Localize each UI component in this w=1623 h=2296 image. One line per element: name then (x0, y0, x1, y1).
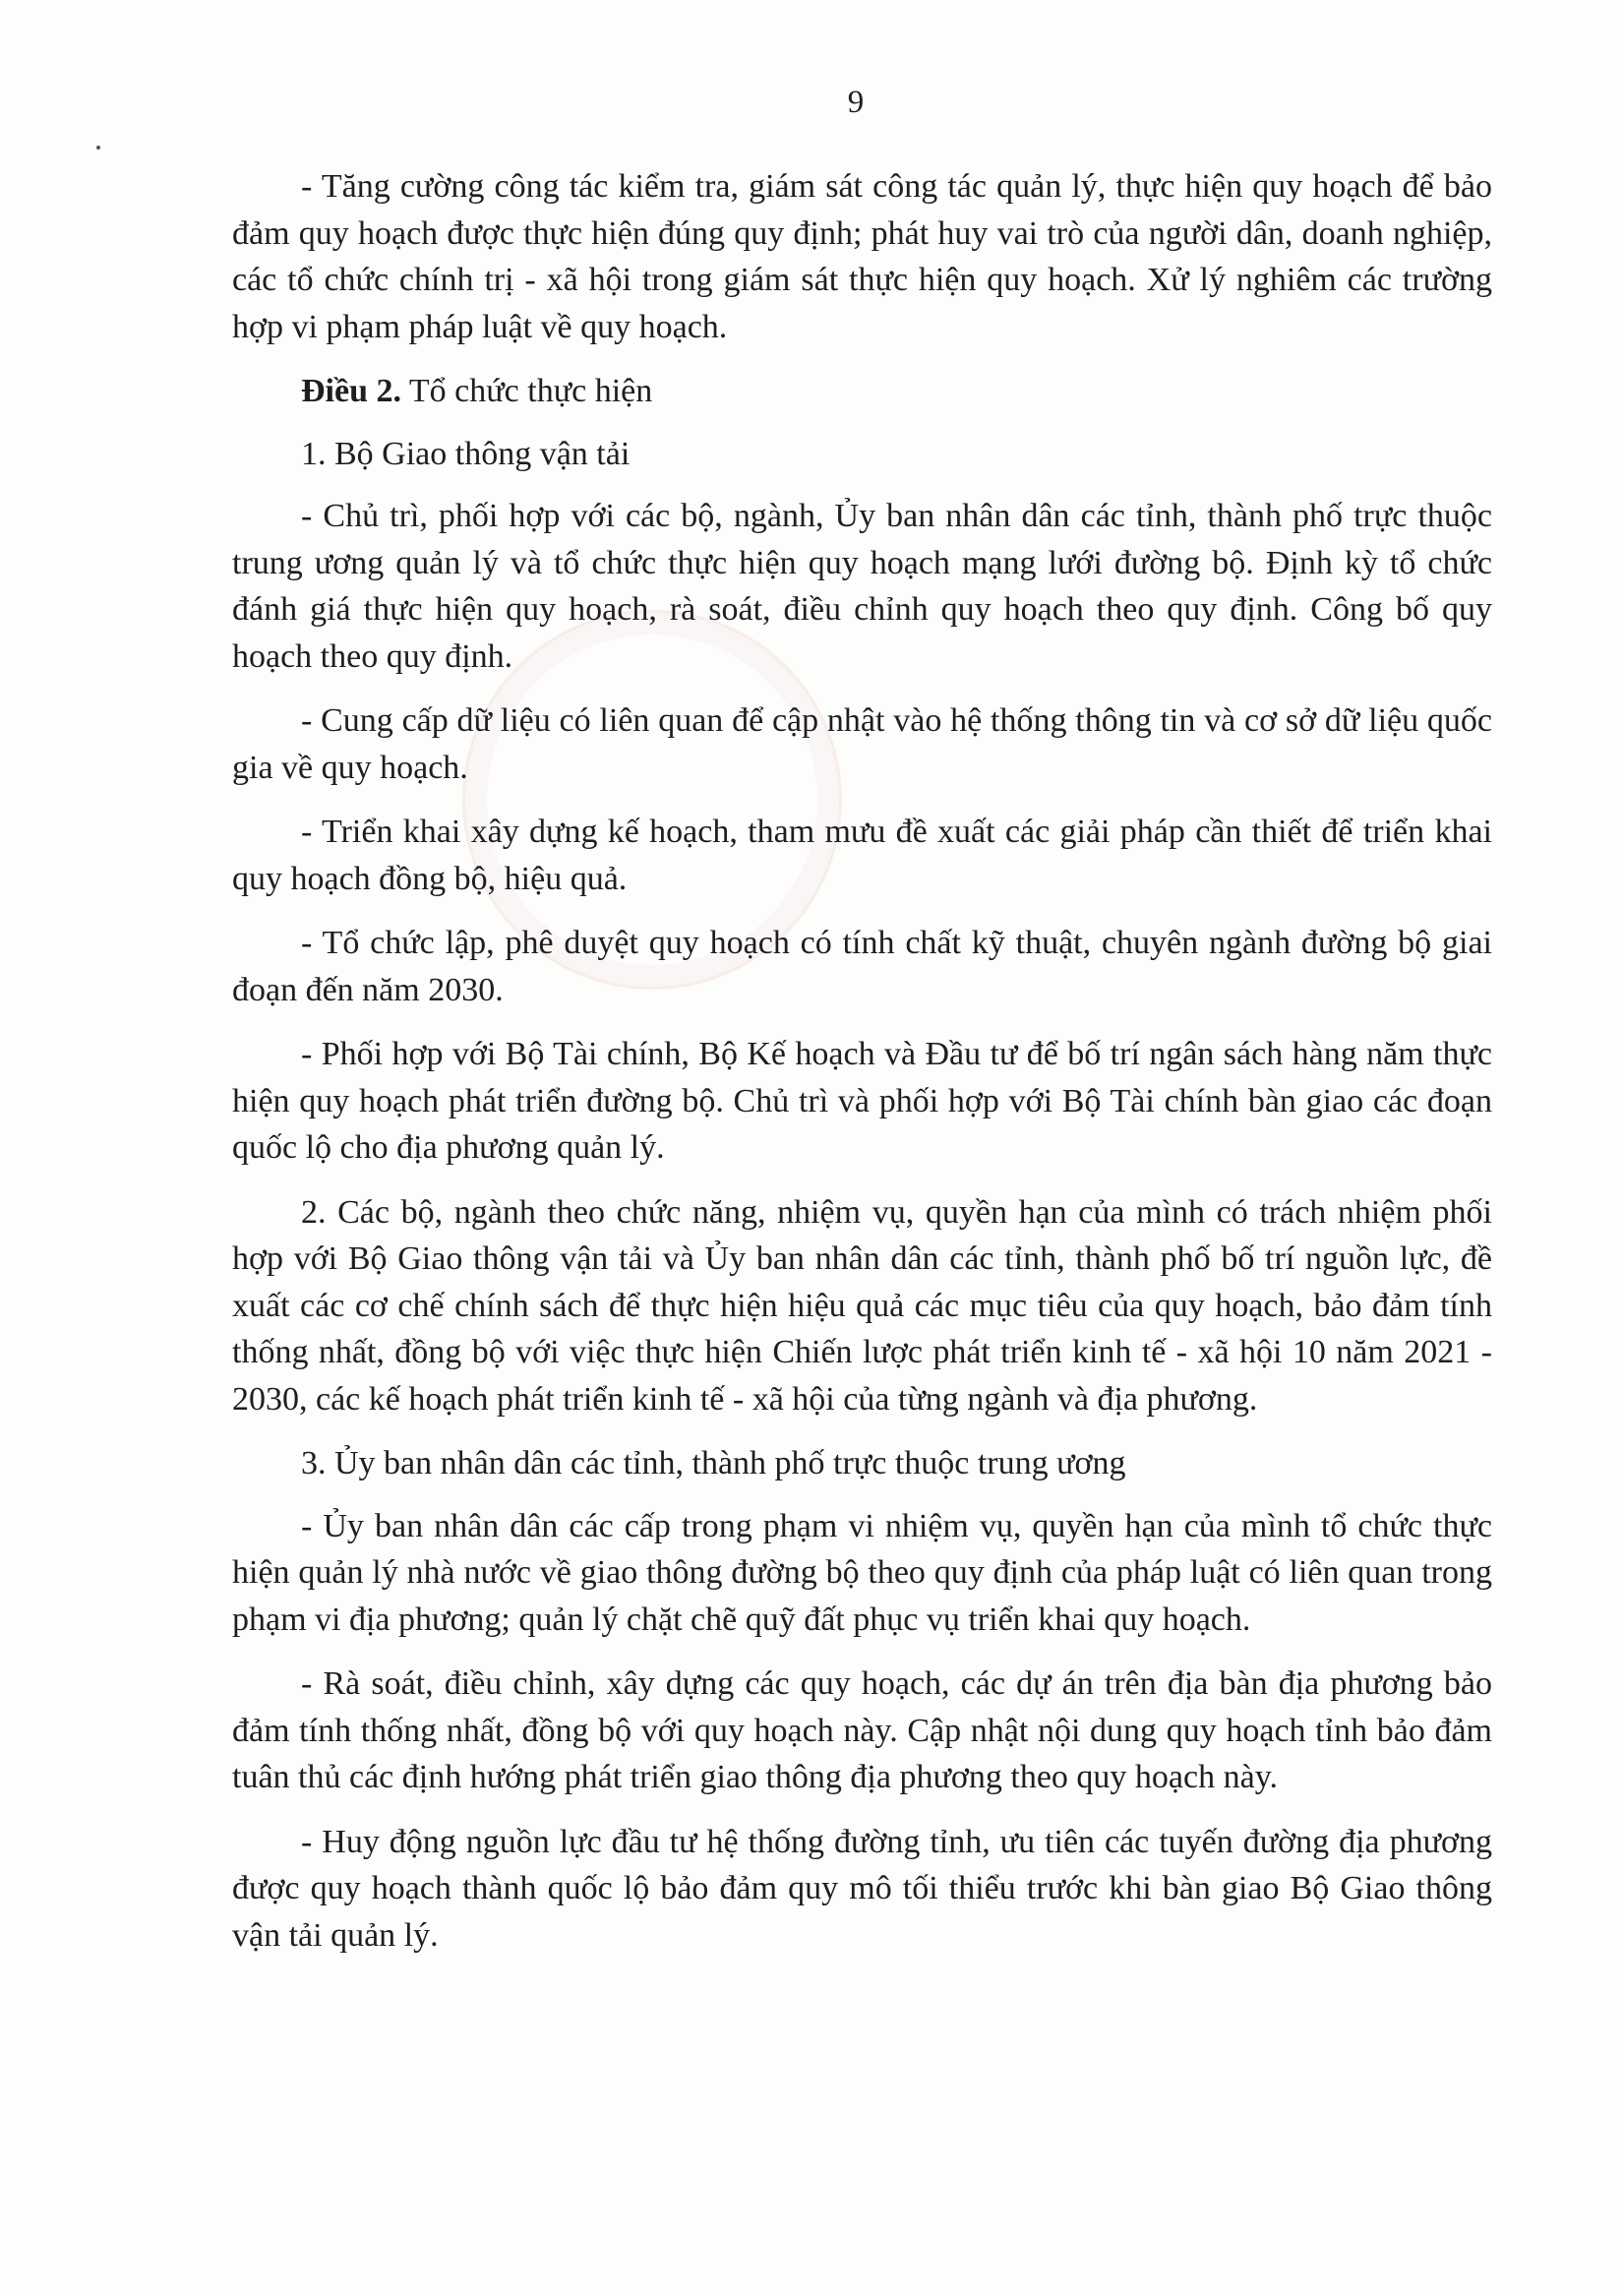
paragraph-state-management: - Ủy ban nhân dân các cấp trong phạm vi nhiệm vụ, quyền hạn của mình tổ chức thực hiện quản lý nhà nước về giao thông đường bộ theo quy định của pháp luật có liên quan trong phạm vi địa phương; quản lý chặt chẽ quỹ đất phục vụ triển khai quy hoạch. (232, 1507, 1492, 1638)
page-number: 9 (847, 85, 865, 120)
section-heading-ministry-transport: 1. Bộ Giao thông vận tải (301, 435, 631, 472)
paragraph-provide-data: - Cung cấp dữ liệu có liên quan để cập nhật vào hệ thống thông tin và cơ sở dữ liệu quốc gia về quy hoạch. (232, 702, 1492, 786)
paragraph-ministries-responsibility: 2. Các bộ, ngành theo chức năng, nhiệm vụ, quyền hạn của mình có trách nhiệm phối hợp với Bộ Giao thông vận tải và Ủy ban nhân dân các tỉnh, thành phố bố trí nguồn lực, đề xuất các cơ chế chính sách để thực hiện hiệu quả các mục tiêu của quy hoạch, bảo đảm tính thống nhất, đồng bộ với việc thực hiện Chiến lược phát triển kinh tế - xã hội 10 năm 2021 - 2030, các kế hoạch phát triển kinh tế - xã hội của từng ngành và địa phương. (232, 1193, 1492, 1418)
paragraph-mobilize-resources: - Huy động nguồn lực đầu tư hệ thống đường tỉnh, ưu tiên các tuyến đường địa phương được quy hoạch thành quốc lộ bảo đảm quy mô tối thiểu trước khi bàn giao Bộ Giao thông vận tải quản lý. (232, 1823, 1492, 1954)
paragraph-review-adjust: - Rà soát, điều chỉnh, xây dựng các quy hoạch, các dự án trên địa bàn địa phương bảo đảm tính thống nhất, đồng bộ với quy hoạch này. Cập nhật nội dung quy hoạch tỉnh bảo đảm tuân thủ các định hướng phát triển giao thông địa phương theo quy hoạch này. (232, 1665, 1492, 1795)
article-title: Tổ chức thực hiện (401, 373, 653, 409)
paragraph-inspection: - Tăng cường công tác kiểm tra, giám sát công tác quản lý, thực hiện quy hoạch để bảo đảm quy hoạch được thực hiện đúng quy định; phát huy vai trò của người dân, doanh nghiệp, các tổ chức chính trị - xã hội trong giám sát thực hiện quy hoạch. Xử lý nghiêm các trường hợp vi phạm pháp luật về quy hoạch. (232, 168, 1492, 345)
scan-speck (96, 146, 100, 150)
paragraph-budget-coordination: - Phối hợp với Bộ Tài chính, Bộ Kế hoạch và Đầu tư để bố trí ngân sách hàng năm thực hiện quy hoạch phát triển đường bộ. Chủ trì và phối hợp với Bộ Tài chính bàn giao các đoạn quốc lộ cho địa phương quản lý. (232, 1036, 1492, 1166)
article-heading (232, 368, 1492, 415)
paragraph-technical-planning: - Tổ chức lập, phê duyệt quy hoạch có tính chất kỹ thuật, chuyên ngành đường bộ giai đoạn đến năm 2030. (232, 925, 1492, 1008)
section-heading-provincial-committees: 3. Ủy ban nhân dân các tỉnh, thành phố trực thuộc trung ương (301, 1445, 1126, 1481)
document-body (232, 163, 1492, 1976)
article-label: Điều 2. (301, 373, 401, 409)
paragraph-deploy-plan: - Triển khai xây dựng kế hoạch, tham mưu đề xuất các giải pháp cần thiết để triển khai quy hoạch đồng bộ, hiệu quả. (232, 814, 1492, 897)
paragraph-lead-coordinate: - Chủ trì, phối hợp với các bộ, ngành, Ủy ban nhân dân các tỉnh, thành phố trực thuộc trung ương quản lý và tổ chức thực hiện quy hoạch mạng lưới đường bộ. Định kỳ tổ chức đánh giá thực hiện quy hoạch, rà soát, điều chỉnh quy hoạch theo quy định. Công bố quy hoạch theo quy định. (232, 498, 1492, 675)
